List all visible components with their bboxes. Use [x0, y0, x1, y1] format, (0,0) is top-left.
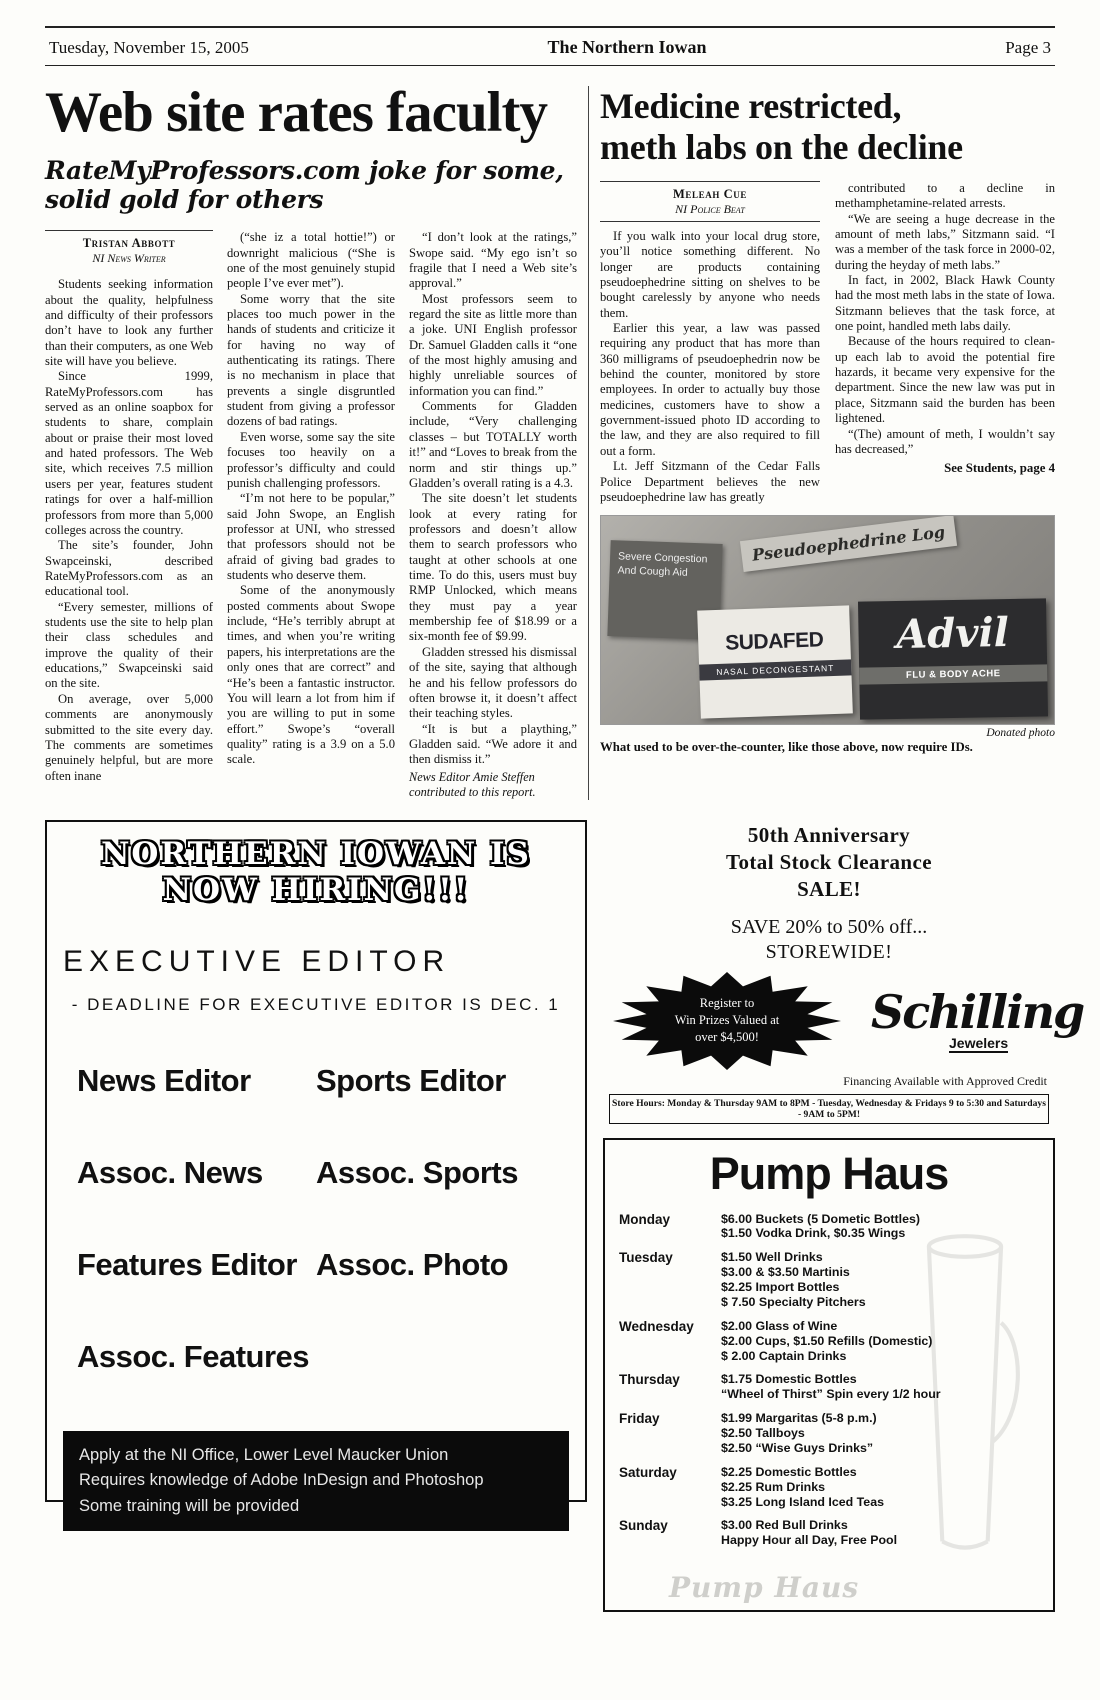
- schedule-row: [619, 1319, 1039, 1364]
- article-columns: [45, 230, 577, 800]
- schedule-row: [619, 1411, 1039, 1456]
- paper-title: The Northern Iowan: [547, 37, 707, 57]
- special-line: $2.25 Domestic Bottles: [721, 1464, 857, 1479]
- byline-role: NI News Writer: [92, 251, 166, 266]
- starburst-line: over $4,500!: [695, 1030, 759, 1045]
- day-label: Saturday: [619, 1464, 677, 1480]
- paragraph: Lt. Jeff Sitzmann of the Cedar Falls Police Department believes the new pseudoephedrine law has greatly: [600, 459, 820, 504]
- day-label: Tuesday: [619, 1250, 673, 1266]
- column-text: [45, 277, 213, 784]
- position-title: News Editor: [77, 1062, 251, 1098]
- northern-iowan-hiring-ad: [45, 820, 587, 1515]
- pump-haus-ad: [603, 1138, 1055, 1612]
- article-subheadline: RateMyProfessors.com joke for some, solid gold for others: [45, 156, 564, 215]
- medicine-photo-figure: [600, 515, 1055, 755]
- contributor-credit: News Editor Amie Steffen contributed to this report.: [409, 769, 536, 799]
- starburst-line: Win Prizes Valued at: [674, 1013, 780, 1028]
- position-title: Features Editor: [77, 1246, 297, 1282]
- position-title: Assoc. Sports: [316, 1154, 518, 1190]
- schilling-jewelers-ad: [603, 820, 1084, 1124]
- sale-title-line: 50th Anniversary: [747, 822, 911, 847]
- article-column-1: [600, 181, 820, 505]
- positions-column-left: [77, 1063, 316, 1431]
- column-text: [835, 181, 1055, 457]
- special-line: $1.50 Vodka Drink, $0.35 Wings: [721, 1226, 906, 1241]
- column-text: [600, 229, 820, 505]
- paragraph: “It is but a plaything,” Gladden said. “We adore it and then dismiss it.”: [409, 721, 577, 767]
- store-hours-strip: Store Hours: Monday & Thursday 9AM to 8PM - Tuesday, Wednesday & Fridays 9 to 5:30 and Saturdays - 9AM to 5PM!: [609, 1094, 1049, 1124]
- article-column-2: [835, 181, 1055, 505]
- special-line: $2.50 Tallboys: [721, 1426, 805, 1441]
- special-line: $3.00 Red Bull Drinks: [721, 1518, 848, 1533]
- specials-list: [721, 1212, 1039, 1242]
- schedule-row: [619, 1518, 1039, 1548]
- paragraph: Earlier this year, a law was passed requiring any product that has more than 360 milligrams of pseudoephedrin now be behind the counter, monitored by store employees. In order to actually buy those medicines, customers have to show a government-issued photo ID according to the law, and they are also required to fill out a form.: [600, 320, 820, 458]
- article-column-3: [409, 230, 577, 800]
- starburst-line: Register to: [699, 996, 755, 1011]
- position-title: Assoc. Features: [77, 1338, 309, 1374]
- paragraph: “(The) amount of meth, I wouldn’t say has decreased,”: [835, 426, 1055, 456]
- paragraph: Because of the hours required to clean-up each lab to avoid the potential fire hazards, it became very expensive for the department. Since the new law was put in place, Sitzmann said the burden has been lightened.: [835, 334, 1055, 426]
- executive-editor-heading: EXECUTIVE EDITOR: [63, 944, 451, 978]
- photo-caption-block: [600, 727, 1055, 755]
- special-line: $2.00 Glass of Wine: [721, 1318, 838, 1333]
- paragraph: “I don’t look at the ratings,” Swope said. “My ego isn’t so fragile that I need a Web site’s approval.”: [409, 230, 577, 291]
- right-ads-column: [603, 820, 1084, 1612]
- paragraph: “I’m not here to be popular,” said John Swope, an English professor at UNI, who stressed that professors should not be afraid of giving bad grades to students who deserve them.: [227, 491, 395, 583]
- special-line: $2.00 Cups, $1.50 Refills (Domestic): [721, 1333, 933, 1348]
- paragraph: “We are seeing a huge decrease in the amount of meth labs,” Sitzmann said. “I was a member of the task force in 2000-02, during the heyday of meth labs.”: [835, 211, 1055, 272]
- specials-list: [721, 1411, 1039, 1456]
- special-line: $1.75 Domestic Bottles: [721, 1372, 857, 1387]
- starburst-text: [613, 972, 841, 1070]
- schedule-row: [619, 1465, 1039, 1510]
- day-label: Sunday: [619, 1518, 668, 1534]
- photo-credit: Donated photo: [986, 727, 1055, 740]
- paragraph: If you walk into your local drug store, you’ll notice something different. No longer are products containing pseudoephedrine sitting on shelves to be bought carelessly by anyone who needs them.: [600, 228, 820, 320]
- paragraph: Most professors seem to regard the site as little more than a joke. UNI English professor Dr. Samuel Gladden calls it “one of the most highly amusing and highly unreliable sources of information you can find.”: [409, 291, 577, 398]
- day-label: Wednesday: [619, 1318, 694, 1334]
- paragraph: Some worry that the site places too much power in the hands of students and criticize it for having no way of authenticating its ratings. There is no mechanism in place that prevents a single disgruntled student from giving a professor dozens of bad ratings.: [227, 291, 395, 429]
- open-positions-grid: [63, 1063, 569, 1431]
- specials-list: [721, 1518, 1039, 1548]
- advertisements-section: [45, 820, 1084, 1612]
- special-line: Happy Hour all Day, Free Pool: [721, 1533, 898, 1548]
- medicine-photo: [600, 515, 1055, 725]
- sale-title-line: SALE!: [797, 877, 861, 902]
- special-line: “Wheel of Thirst” Spin every 1/2 hour: [721, 1387, 941, 1402]
- byline-block: [45, 230, 213, 270]
- article-web-site-rates-faculty: [45, 81, 577, 800]
- special-line: $1.50 Well Drinks: [721, 1250, 823, 1265]
- articles-section: [45, 81, 1055, 800]
- hiring-ad-footer: [63, 1431, 569, 1532]
- article-headline: Web site rates faculty: [45, 81, 547, 144]
- special-line: $2.50 “Wise Guys Drinks”: [721, 1440, 874, 1455]
- sudafed-subtitle: NASAL DECONGESTANT: [699, 660, 851, 681]
- financing-line: Financing Available with Approved Credit: [843, 1073, 1047, 1088]
- special-line: $3.25 Long Island Iced Teas: [721, 1494, 884, 1509]
- byline-author: Tristan Abbott: [82, 236, 176, 251]
- schedule-row: [619, 1250, 1039, 1310]
- sudafed-label: SUDAFED: [724, 628, 824, 655]
- paragraph: contributed to a decline in methamphetamine-related arrests.: [835, 180, 1055, 211]
- issue-date: Tuesday, November 15, 2005: [49, 38, 249, 57]
- paragraph: (“she iz a total hottie!”) or downright malicious (“She is one of the most genuinely stupid people I’ve ever met”).: [227, 230, 395, 291]
- position-title: Sports Editor: [316, 1062, 506, 1098]
- sale-title-line: Total Stock Clearance: [726, 850, 932, 875]
- byline-role: NI Police Beat: [675, 201, 745, 216]
- article-column-1: [45, 230, 213, 800]
- article-headline: [600, 86, 1055, 169]
- footer-line: Apply at the NI Office, Lower Level Maucker Union: [79, 1445, 449, 1464]
- byline-author: Meleah Cue: [673, 186, 747, 201]
- position-title: Assoc. News: [77, 1154, 263, 1190]
- advil-box: [858, 599, 1048, 720]
- specials-list: [721, 1465, 1039, 1510]
- positions-column-right: [316, 1063, 555, 1431]
- paragraph: Even worse, some say the site focuses too heavily on a professor’s difficulty and could punish challenging professors.: [227, 429, 395, 490]
- page-number: Page 3: [1005, 38, 1051, 57]
- jewelry-ad-middle-row: [609, 972, 1084, 1070]
- congestion-medicine-box: Severe Congestion And Cough Aid: [607, 540, 722, 640]
- pseudoephedrine-log-sign: Pseudoephedrine Log: [740, 515, 957, 572]
- footer-line: Some training will be provided: [79, 1496, 300, 1515]
- storewide-line: STOREWIDE!: [765, 940, 893, 963]
- schedule-row: [619, 1212, 1039, 1242]
- paragraph: In fact, in 2002, Black Hawk County had the most meth labs in the state of Iowa. Sitzmann believes that the task force, at one point, handled meth labs daily.: [835, 272, 1055, 334]
- sudafed-box: [697, 606, 853, 719]
- special-line: $2.25 Import Bottles: [721, 1280, 840, 1295]
- column-text: [409, 230, 577, 768]
- paragraph: Since 1999, RateMyProfessors.com has served as an online soapbox for students to share, complain about or praise their most loved and hated professors. The Web site, which receives 7.5 million users per year, features student ratings for over a half-million professors from more than 5,000 colleges across the country.: [45, 369, 213, 537]
- paragraph: The site doesn’t let students look at every rating for professors and doesn’t allow them to search professors who taught at other schools at one time. To do this, users must buy RMP Unlocked, which means they must pay a year membership fee of $18.99 or a six-month fee of $9.99.: [409, 491, 577, 644]
- sale-title-lines: [609, 822, 1049, 904]
- specials-list: [721, 1319, 1039, 1364]
- paragraph: Comments for Gladden include, “Very challenging classes – but TOTALLY worth it!” and “Loves to break from the norm and stir things up.” Gladden’s overall rating is a 4.3.: [409, 399, 577, 490]
- headline-line-2: meth labs on the decline: [600, 127, 963, 168]
- paragraph: Students seeking information about the quality, helpfulness and difficulty of their professors don’t have to look any further than their computers, as one Web site will have you believe.: [45, 277, 213, 368]
- specials-list: [721, 1250, 1039, 1310]
- deadline-line: - DEADLINE FOR EXECUTIVE EDITOR IS DEC. 1: [71, 994, 561, 1014]
- schedule-row: [619, 1372, 1039, 1402]
- photo-caption: What used to be over-the-counter, like those above, now require IDs.: [600, 740, 973, 755]
- save-line: SAVE 20% to 50% off...: [730, 915, 928, 938]
- footer-line: Requires knowledge of Adobe InDesign and Photoshop: [79, 1471, 484, 1490]
- advil-label: Advil: [895, 609, 1010, 659]
- special-line: $3.00 & $3.50 Martinis: [721, 1265, 850, 1280]
- prize-starburst: [613, 972, 841, 1070]
- paragraph: “Every semester, millions of students use the site to help plan their class schedules and improve the quality of their educations,” Swapceinski said on the site.: [45, 599, 213, 691]
- day-label: Monday: [619, 1211, 671, 1227]
- pump-haus-title: Pump Haus: [709, 1147, 949, 1199]
- day-label: Friday: [619, 1411, 660, 1427]
- schilling-logo: [865, 984, 1084, 1053]
- pump-haus-watermark-text: Pump Haus: [669, 1570, 860, 1604]
- special-line: $2.25 Rum Drinks: [721, 1479, 825, 1494]
- schilling-brand-name: Schilling: [871, 984, 1084, 1039]
- paragraph: Gladden stressed his dismissal of the site, saying that although he and his fellow professors do often browse it, it doesn’t affect their teaching styles.: [409, 644, 577, 721]
- paragraph: On average, over 5,000 comments are anonymously submitted to the site every day. The comments are sometimes genuinely helpful, but are more often inane: [45, 691, 213, 783]
- position-title: Assoc. Photo: [316, 1246, 509, 1282]
- special-line: $ 2.00 Captain Drinks: [721, 1348, 847, 1363]
- article-medicine-restricted: [600, 86, 1055, 800]
- masthead: [45, 26, 1055, 66]
- article-columns: [600, 181, 1055, 505]
- special-line: $ 7.50 Specialty Pitchers: [721, 1294, 866, 1309]
- special-line: $1.99 Margaritas (5-8 p.m.): [721, 1411, 877, 1426]
- paragraph: The site’s founder, John Swapceinski, described RateMyProfessors.com as an educational tool.: [45, 538, 213, 599]
- drink-specials-schedule: [619, 1212, 1039, 1549]
- paragraph: Some of the anonymously posted comments about Swope include, “He’s terribly abrupt at times, and when you’re writing papers, his interpretations are the only ones that are correct” and “He’s been a fantastic instructor. You will learn a lot from him if you are willing to put in some effort.” Swope’s “overall quality” rating is a 3.9 on a 5.0 scale.: [227, 583, 395, 767]
- article-column-2: [227, 230, 395, 800]
- column-text: [227, 230, 395, 768]
- special-line: $6.00 Buckets (5 Dometic Bottles): [721, 1211, 921, 1226]
- hiring-ad-title: NORTHERN IOWAN IS NOW HIRING!!!: [101, 835, 531, 908]
- advil-subtitle: FLU & BODY ACHE: [859, 665, 1047, 685]
- day-label: Thursday: [619, 1372, 680, 1388]
- jump-line: See Students, page 4: [944, 461, 1055, 476]
- byline-block: [600, 181, 820, 222]
- specials-list: [721, 1372, 1039, 1402]
- headline-line-1: Medicine restricted,: [600, 86, 902, 126]
- column-divider-rule: [588, 86, 589, 800]
- schilling-jewelers-label: Jewelers: [949, 1034, 1009, 1051]
